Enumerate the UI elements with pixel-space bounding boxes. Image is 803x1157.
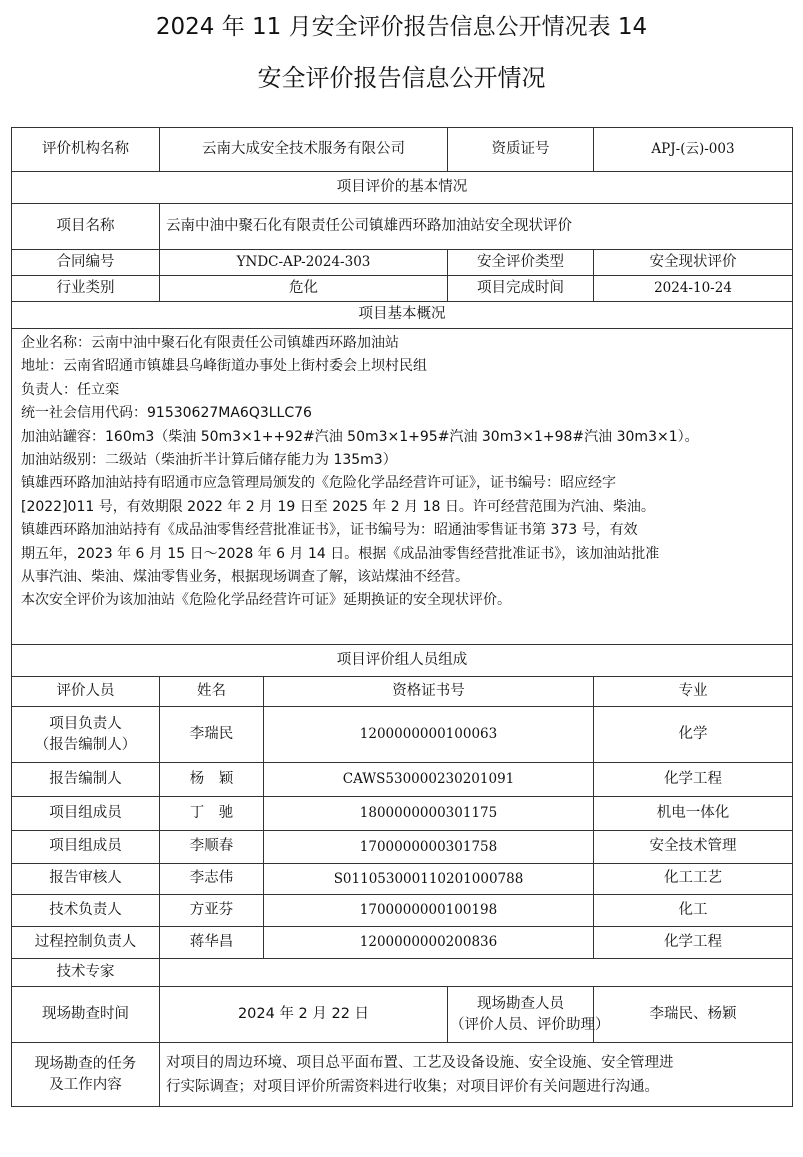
team-header: 项目评价组人员组成 bbox=[12, 645, 793, 677]
overview-line: 加油站罐容：160m3（柴油 50m3×1++92#汽油 50m3×1+95#汽油 30m3×1+98#汽油 30m3×1）。 bbox=[21, 428, 699, 445]
expert-value bbox=[160, 959, 793, 987]
org-value: 云南大成安全技术服务有限公司 bbox=[160, 128, 448, 172]
team-name: 李志伟 bbox=[160, 864, 264, 895]
survey-task-line: 行实际调查；对项目评价所需资料进行收集；对项目评价有关问题进行沟通。 bbox=[166, 1078, 659, 1095]
industry-value: 危化 bbox=[160, 276, 448, 302]
overview-content bbox=[12, 329, 793, 645]
team-col-role: 评价人员 bbox=[12, 677, 160, 707]
team-role-line1: 项目负责人 bbox=[49, 715, 122, 732]
overview-line: 本次安全评价为该加油站《危险化学品经营许可证》延期换证的安全现状评价。 bbox=[21, 592, 511, 609]
team-cert: 1700000000100198 bbox=[264, 895, 594, 927]
overview-header: 项目基本概况 bbox=[12, 302, 793, 329]
team-role: 项目组成员 bbox=[12, 831, 160, 864]
overview-line: 期五年，2023 年 6 月 15 日～2028 年 6 月 14 日。根据《成品油零售经营批准证书》，该加油站批准 bbox=[21, 545, 660, 562]
team-major: 安全技术管理 bbox=[594, 831, 793, 864]
basic-header: 项目评价的基本情况 bbox=[12, 172, 793, 204]
team-cert: 1200000000100063 bbox=[264, 707, 594, 763]
table-row bbox=[12, 797, 793, 831]
overview-line: 统一社会信用代码：91530627MA6Q3LLC76 bbox=[21, 405, 312, 422]
overview-line: 从事汽油、柴油、煤油零售业务，根据现场调查了解，该站煤油不经营。 bbox=[21, 569, 469, 586]
project-name-value: 云南中油中聚石化有限责任公司镇雄西环路加油站安全现状评价 bbox=[160, 204, 793, 250]
overview-line: 地址：云南省昭通市镇雄县乌峰街道办事处上街村委会上坝村民组 bbox=[21, 358, 427, 375]
team-name: 李瑞民 bbox=[160, 707, 264, 763]
team-cert: CAWS530000230201091 bbox=[264, 763, 594, 797]
expert-label: 技术专家 bbox=[12, 959, 160, 987]
overview-line: 企业名称：云南中油中聚石化有限责任公司镇雄西环路加油站 bbox=[21, 335, 399, 351]
survey-task-line: 对项目的周边环境、项目总平面布置、工艺及设备设施、安全设施、安全管理进 bbox=[166, 1054, 674, 1071]
team-col-cert: 资格证书号 bbox=[264, 677, 594, 707]
table-row bbox=[12, 831, 793, 864]
survey-staff-label bbox=[448, 987, 610, 1043]
team-major: 化学 bbox=[594, 707, 793, 763]
info-table bbox=[11, 127, 793, 1107]
team-cert: 1200000000200836 bbox=[264, 927, 594, 959]
team-role-line2: （报告编制人） bbox=[34, 736, 137, 753]
survey-task-label-line1: 现场勘查的任务 bbox=[34, 1055, 137, 1072]
overview-line: 加油站级别：二级站（柴油折半计算后储存能力为 135m3） bbox=[21, 452, 397, 469]
finish-label: 项目完成时间 bbox=[448, 276, 594, 302]
team-name: 李顺春 bbox=[160, 831, 264, 864]
table-row bbox=[12, 707, 793, 763]
survey-staff-label-line1: 现场勘查人员 bbox=[477, 995, 564, 1012]
team-role: 报告编制人 bbox=[12, 763, 160, 797]
team-role: 过程控制负责人 bbox=[12, 927, 160, 959]
contract-label: 合同编号 bbox=[12, 250, 160, 276]
survey-staff-label-line2: （评价人员、评价助理） bbox=[450, 1016, 610, 1033]
overview-line: 镇雄西环路加油站持有《成品油零售经营批准证书》，证书编号为：昭通油零售证书第 373 号，有效 bbox=[21, 522, 638, 539]
team-major: 化工工艺 bbox=[594, 864, 793, 895]
eval-type-value: 安全现状评价 bbox=[594, 250, 793, 276]
finish-value: 2024-10-24 bbox=[594, 276, 793, 302]
main-title: 2024 年 11 月安全评价报告信息公开情况表 14 bbox=[155, 14, 648, 40]
team-cert: 1700000000301758 bbox=[264, 831, 594, 864]
team-role bbox=[12, 707, 160, 763]
survey-time-label: 现场勘查时间 bbox=[12, 987, 160, 1043]
team-cert: S011053000110201000788 bbox=[264, 864, 594, 895]
team-name: 蒋华昌 bbox=[160, 927, 264, 959]
overview-line: [2022]011 号，有效期限 2022 年 2 月 19 日至 2025 年 2 月 18 日。许可经营范围为汽油、柴油。 bbox=[21, 498, 655, 515]
team-major: 化学工程 bbox=[594, 927, 793, 959]
team-col-major: 专业 bbox=[594, 677, 793, 707]
project-name-label: 项目名称 bbox=[12, 204, 160, 250]
team-major: 机电一体化 bbox=[594, 797, 793, 831]
eval-type-label: 安全评价类型 bbox=[448, 250, 594, 276]
team-name: 杨 颖 bbox=[160, 763, 264, 797]
table-row bbox=[12, 927, 793, 959]
team-col-name: 姓名 bbox=[160, 677, 264, 707]
survey-task-label bbox=[12, 1043, 160, 1107]
cert-label: 资质证号 bbox=[448, 128, 594, 172]
table-row bbox=[12, 864, 793, 895]
overview-line: 负责人：任立栾 bbox=[21, 381, 119, 398]
team-cert: 1800000000301175 bbox=[264, 797, 594, 831]
cert-value: APJ-(云)-003 bbox=[594, 128, 793, 172]
survey-task-content bbox=[160, 1043, 793, 1107]
team-role: 技术负责人 bbox=[12, 895, 160, 927]
team-major: 化工 bbox=[594, 895, 793, 927]
table-row bbox=[12, 895, 793, 927]
table-row bbox=[12, 763, 793, 797]
team-name: 方亚芬 bbox=[160, 895, 264, 927]
sub-title: 安全评价报告信息公开情况 bbox=[257, 64, 546, 92]
team-name: 丁 驰 bbox=[160, 797, 264, 831]
org-label: 评价机构名称 bbox=[12, 128, 160, 172]
industry-label: 行业类别 bbox=[12, 276, 160, 302]
team-major: 化学工程 bbox=[594, 763, 793, 797]
survey-time-value: 2024 年 2 月 22 日 bbox=[160, 987, 448, 1043]
overview-line: 镇雄西环路加油站持有昭通市应急管理局颁发的《危险化学品经营许可证》，证书编号：昭应经字 bbox=[21, 475, 616, 492]
team-role: 项目组成员 bbox=[12, 797, 160, 831]
survey-staff-value: 李瑞民、杨颖 bbox=[594, 987, 793, 1043]
contract-value: YNDC-AP-2024-303 bbox=[160, 250, 448, 276]
team-role: 报告审核人 bbox=[12, 864, 160, 895]
survey-task-label-line2: 及工作内容 bbox=[49, 1076, 122, 1093]
